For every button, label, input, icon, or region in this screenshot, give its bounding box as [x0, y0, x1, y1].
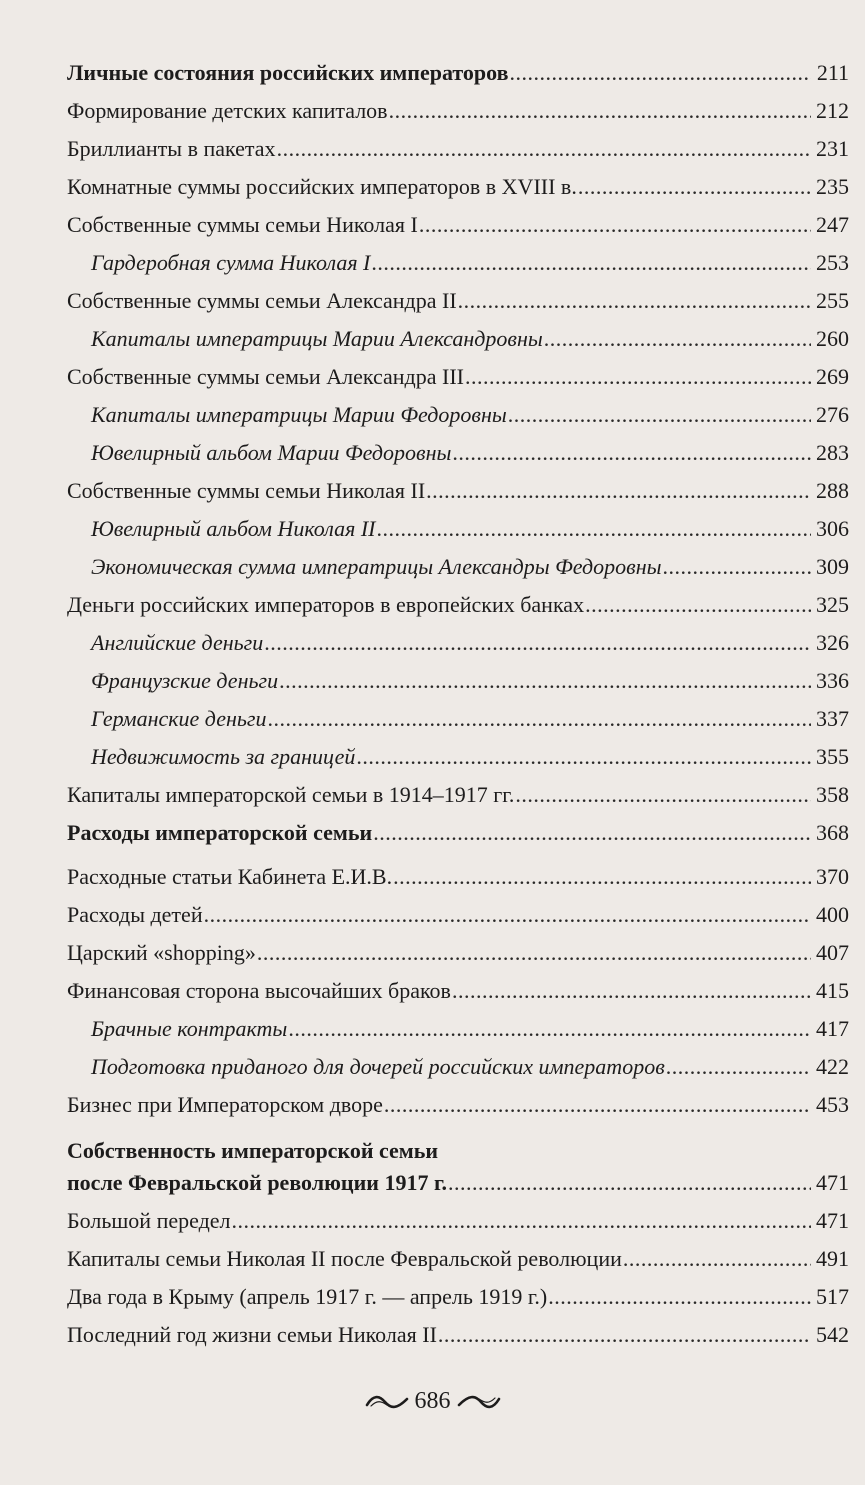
- dot-leader: [288, 1016, 811, 1042]
- toc-entry: [67, 1162, 849, 1196]
- toc-entry: [67, 356, 849, 390]
- toc-entry: [67, 128, 849, 162]
- toc-entry-title: Бизнес при Императорском дворе: [67, 1092, 383, 1117]
- toc-entry-title: Личные состояния российских императоров: [67, 60, 509, 85]
- toc-entry-page-number: 269: [816, 364, 849, 389]
- dot-leader: [389, 98, 811, 124]
- toc-entry-page-number: 422: [816, 1054, 849, 1079]
- dot-leader: [267, 706, 811, 732]
- toc-entry-page-number: 325: [816, 592, 849, 617]
- toc-entry-title: Ювелирный альбом Марии Федоровны: [91, 440, 452, 465]
- dot-leader: [373, 820, 811, 846]
- dot-leader: [264, 630, 811, 656]
- toc-entry-page-number: 400: [816, 902, 849, 927]
- toc-entry-page-number: 309: [816, 554, 849, 579]
- toc-entry-page-number: 247: [816, 212, 849, 237]
- toc-entry-page-number: 417: [816, 1016, 849, 1041]
- dot-leader: [356, 744, 811, 770]
- toc-entry-page-number: 231: [816, 136, 849, 161]
- dot-leader: [666, 1054, 811, 1080]
- toc-entry-page-number: 253: [816, 250, 849, 275]
- toc-entry-title: Германские деньги: [91, 706, 267, 731]
- toc-entry-title: Царский «shopping»: [67, 940, 256, 965]
- toc-entry: [91, 432, 849, 466]
- toc-entry-page-number: 255: [816, 288, 849, 313]
- dot-leader: [393, 864, 811, 890]
- toc-entry-title: Расходы детей: [67, 902, 203, 927]
- toc-entry: [91, 394, 849, 428]
- dot-leader: [585, 592, 811, 618]
- toc-entry: [67, 470, 849, 504]
- toc-entry-page-number: 453: [816, 1092, 849, 1117]
- dot-leader: [663, 554, 811, 580]
- dot-leader: [438, 1322, 811, 1348]
- dot-leader: [458, 288, 811, 314]
- left-swash-ornament: [365, 1393, 409, 1411]
- toc-entry-title: Капиталы семьи Николая II после Февральской революции: [67, 1246, 622, 1271]
- dot-leader: [452, 440, 811, 466]
- dot-leader: [515, 782, 811, 808]
- toc-entry-title: Собственные суммы семьи Николая II: [67, 478, 426, 503]
- toc-entry-page-number: 542: [816, 1322, 849, 1347]
- dot-leader: [419, 212, 811, 238]
- toc-entry-page-number: 370: [816, 864, 849, 889]
- dot-leader: [204, 902, 811, 928]
- toc-entry-title: Ювелирный альбом Николая II: [91, 516, 376, 541]
- toc-entry-page-number: 415: [816, 978, 849, 1003]
- toc-entry: [67, 280, 849, 314]
- toc-entry-title: Экономическая сумма императрицы Александры Федоровны: [91, 554, 662, 579]
- dot-leader: [544, 326, 811, 352]
- dot-leader: [279, 668, 811, 694]
- toc-entry: [91, 242, 849, 276]
- toc-entry-title: Капиталы императорской семьи в 1914–1917 гг.: [67, 782, 515, 807]
- dot-leader: [452, 978, 811, 1004]
- toc-entry-title: Два года в Крыму (апрель 1917 г. — апрель 1919 г.): [67, 1284, 548, 1309]
- toc-entry-title: Формирование детских капиталов: [67, 98, 388, 123]
- toc-entry-title: Собственность императорской семьи: [67, 1138, 439, 1163]
- toc-entry-title: Расходы императорской семьи: [67, 820, 373, 845]
- dot-leader: [508, 402, 811, 428]
- dot-leader: [578, 174, 811, 200]
- toc-entry-page-number: 517: [816, 1284, 849, 1309]
- toc-entry: [91, 508, 849, 542]
- toc-entry-title: Недвижимость за границей: [91, 744, 356, 769]
- toc-entry-page-number: 471: [816, 1208, 849, 1233]
- toc-entry-page-number: 235: [816, 174, 849, 199]
- dot-leader: [448, 1170, 811, 1196]
- dot-leader: [509, 60, 811, 86]
- dot-leader: [257, 940, 811, 966]
- toc-entry-page-number: 491: [816, 1246, 849, 1271]
- toc-entry: [91, 622, 849, 656]
- toc-entry-title: Расходные статьи Кабинета Е.И.В.: [67, 864, 393, 889]
- toc-entry-page-number: 368: [816, 820, 849, 845]
- toc-entry-title: Брачные контракты: [91, 1016, 288, 1041]
- toc-entry: [67, 1314, 849, 1348]
- toc-entry: [67, 774, 849, 808]
- page-footer: [0, 1388, 865, 1415]
- toc-entry-title: Собственные суммы семьи Николая I: [67, 212, 418, 237]
- toc-entry: [67, 1276, 849, 1310]
- dot-leader: [623, 1246, 811, 1272]
- dot-leader: [371, 250, 811, 276]
- toc-entry: [67, 204, 849, 238]
- toc-entry: [67, 1084, 849, 1118]
- toc-entry: [91, 660, 849, 694]
- toc-entry: [91, 318, 849, 352]
- toc-entry: [91, 698, 849, 732]
- toc-entry-title: после Февральской революции 1917 г.: [67, 1170, 447, 1195]
- toc-entry-title: Собственные суммы семьи Александра II: [67, 288, 457, 313]
- toc-entry: [67, 970, 849, 1004]
- toc-entry-page-number: 358: [816, 782, 849, 807]
- page-number: 686: [414, 1388, 451, 1414]
- toc-entry: [67, 90, 849, 124]
- toc-entry: [91, 1046, 849, 1080]
- toc-entry-page-number: 471: [816, 1170, 849, 1195]
- toc-entry-title: Деньги российских императоров в европейских банках: [67, 592, 585, 617]
- toc-entry-page-number: 326: [816, 630, 849, 655]
- dot-leader: [377, 516, 812, 542]
- toc-entry-title: Гардеробная сумма Николая I: [91, 250, 371, 275]
- toc-entry: [67, 584, 849, 618]
- toc-entry: [67, 1130, 849, 1164]
- toc-entry-title: Финансовая сторона высочайших браков: [67, 978, 451, 1003]
- dot-leader: [277, 136, 811, 162]
- toc-entry: [67, 932, 849, 966]
- toc-entry-page-number: 260: [816, 326, 849, 351]
- toc-entry: [91, 736, 849, 770]
- toc-entry-title: Комнатные суммы российских императоров в XVIII в.: [67, 174, 577, 199]
- toc-entry-page-number: 276: [816, 402, 849, 427]
- toc-entry-title: Капиталы императрицы Марии Александровны: [91, 326, 543, 351]
- toc-entry-page-number: 306: [816, 516, 849, 541]
- dot-leader: [384, 1092, 811, 1118]
- toc-entry-title: Последний год жизни семьи Николая II: [67, 1322, 437, 1347]
- toc-entry-title: Большой передел: [67, 1208, 231, 1233]
- dot-leader: [548, 1284, 811, 1310]
- toc-entry: [67, 894, 849, 928]
- toc-entry-title: Капиталы императрицы Марии Федоровны: [91, 402, 507, 427]
- toc-entry-title: Французские деньги: [91, 668, 279, 693]
- toc-entry: [67, 166, 849, 200]
- toc-entry-title: Бриллианты в пакетах: [67, 136, 276, 161]
- toc-entry-title: Английские деньги: [91, 630, 264, 655]
- toc-entry-page-number: 407: [816, 940, 849, 965]
- right-swash-ornament: [457, 1393, 501, 1411]
- toc-entry-page-number: 355: [816, 744, 849, 769]
- toc-entry-page-number: 211: [816, 60, 849, 85]
- dot-leader: [426, 478, 811, 504]
- toc-entry-title: Собственные суммы семьи Александра III: [67, 364, 464, 389]
- toc-entry-page-number: 336: [816, 668, 849, 693]
- toc-entry-page-number: 283: [816, 440, 849, 465]
- toc-entry-page-number: 212: [816, 98, 849, 123]
- toc-entry: [67, 52, 849, 86]
- toc-entry: [91, 1008, 849, 1042]
- toc-entry: [67, 1238, 849, 1272]
- toc-entry: [67, 856, 849, 890]
- toc-entry-page-number: 337: [816, 706, 849, 731]
- toc-entry-title: Подготовка приданого для дочерей российских императоров: [91, 1054, 665, 1079]
- toc-entry: [67, 1200, 849, 1234]
- toc-entry: [91, 546, 849, 580]
- toc-entry: [67, 812, 849, 846]
- dot-leader: [465, 364, 811, 390]
- dot-leader: [232, 1208, 811, 1234]
- toc-entry-page-number: 288: [816, 478, 849, 503]
